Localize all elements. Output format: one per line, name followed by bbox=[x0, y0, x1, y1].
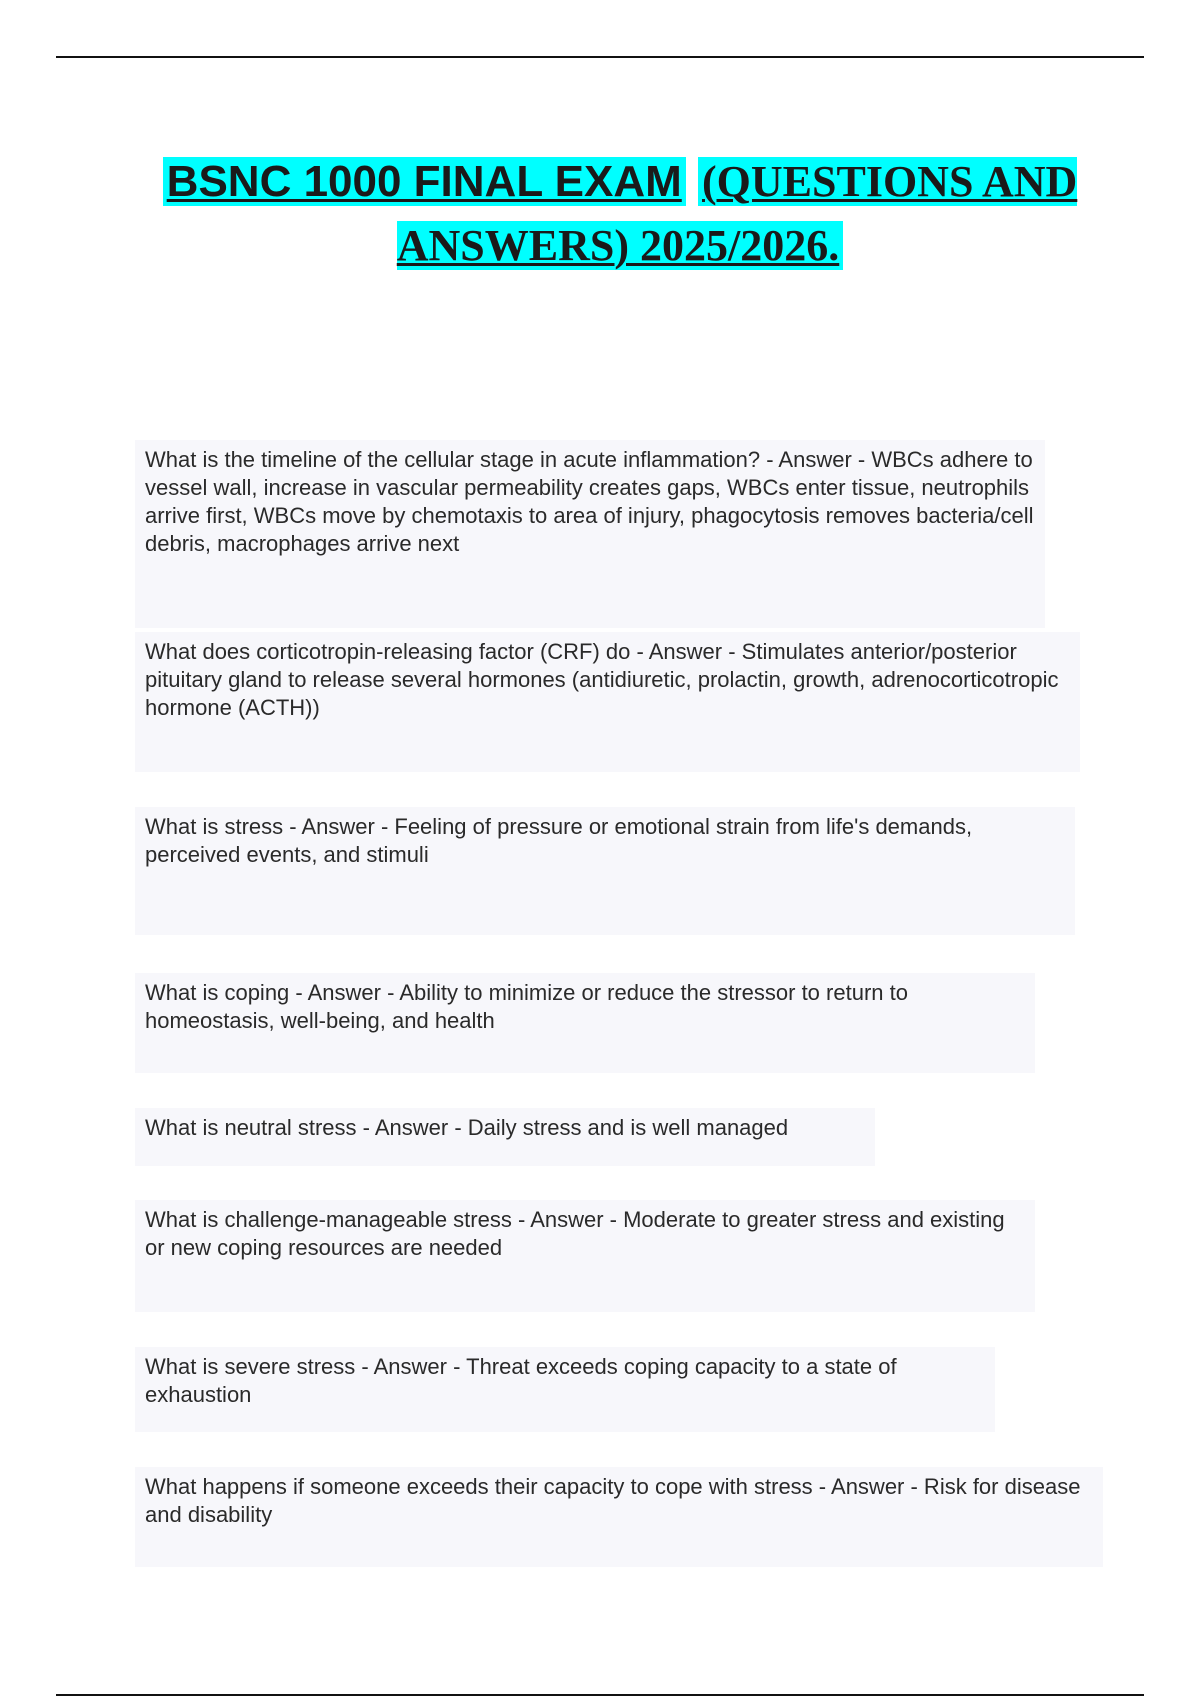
qa-text: What does corticotropin-releasing factor (CRF) do - Answer - Stimulates anterior/posterior pituitary gland to release several hormones (antidiuretic, prolactin, growth, adrenocorticotropic hormone (ACTH)) bbox=[145, 639, 1059, 720]
qa-text: What is challenge-manageable stress - Answer - Moderate to greater stress and existing or new coping resources are needed bbox=[145, 1207, 1005, 1260]
qa-item bbox=[135, 807, 1075, 935]
qa-text: What is the timeline of the cellular stage in acute inflammation? - Answer - WBCs adhere to vessel wall, increase in vascular permeability creates gaps, WBCs enter tissue, neutrophils arrive first, WBCs move by chemotaxis to area of injury, phagocytosis removes bacteria/cell debris, macrophages arrive next bbox=[145, 447, 1034, 556]
qa-item bbox=[135, 1467, 1103, 1567]
qa-text: What is severe stress - Answer - Threat exceeds coping capacity to a state of exhaustion bbox=[145, 1354, 897, 1407]
qa-item bbox=[135, 440, 1045, 628]
qa-item bbox=[135, 1347, 995, 1432]
title-course-part: BSNC 1000 FINAL EXAM bbox=[163, 157, 686, 206]
qa-text: What is stress - Answer - Feeling of pressure or emotional strain from life's demands, perceived events, and stimuli bbox=[145, 814, 973, 867]
qa-item bbox=[135, 1200, 1035, 1312]
qa-text: What is coping - Answer - Ability to minimize or reduce the stressor to return to homeostasis, well-being, and health bbox=[145, 980, 908, 1033]
qa-item bbox=[135, 632, 1080, 772]
qa-item bbox=[135, 973, 1035, 1073]
bottom-rule bbox=[56, 1694, 1144, 1696]
title-subtitle-part: (QUESTIONS AND ANSWERS) 2025/2026. bbox=[396, 157, 1078, 270]
top-rule bbox=[56, 56, 1144, 58]
document-title bbox=[150, 150, 1090, 278]
qa-text: What is neutral stress - Answer - Daily stress and is well managed bbox=[145, 1115, 789, 1140]
qa-text: What happens if someone exceeds their capacity to cope with stress - Answer - Risk for disease and disability bbox=[145, 1474, 1081, 1527]
qa-item bbox=[135, 1108, 875, 1166]
